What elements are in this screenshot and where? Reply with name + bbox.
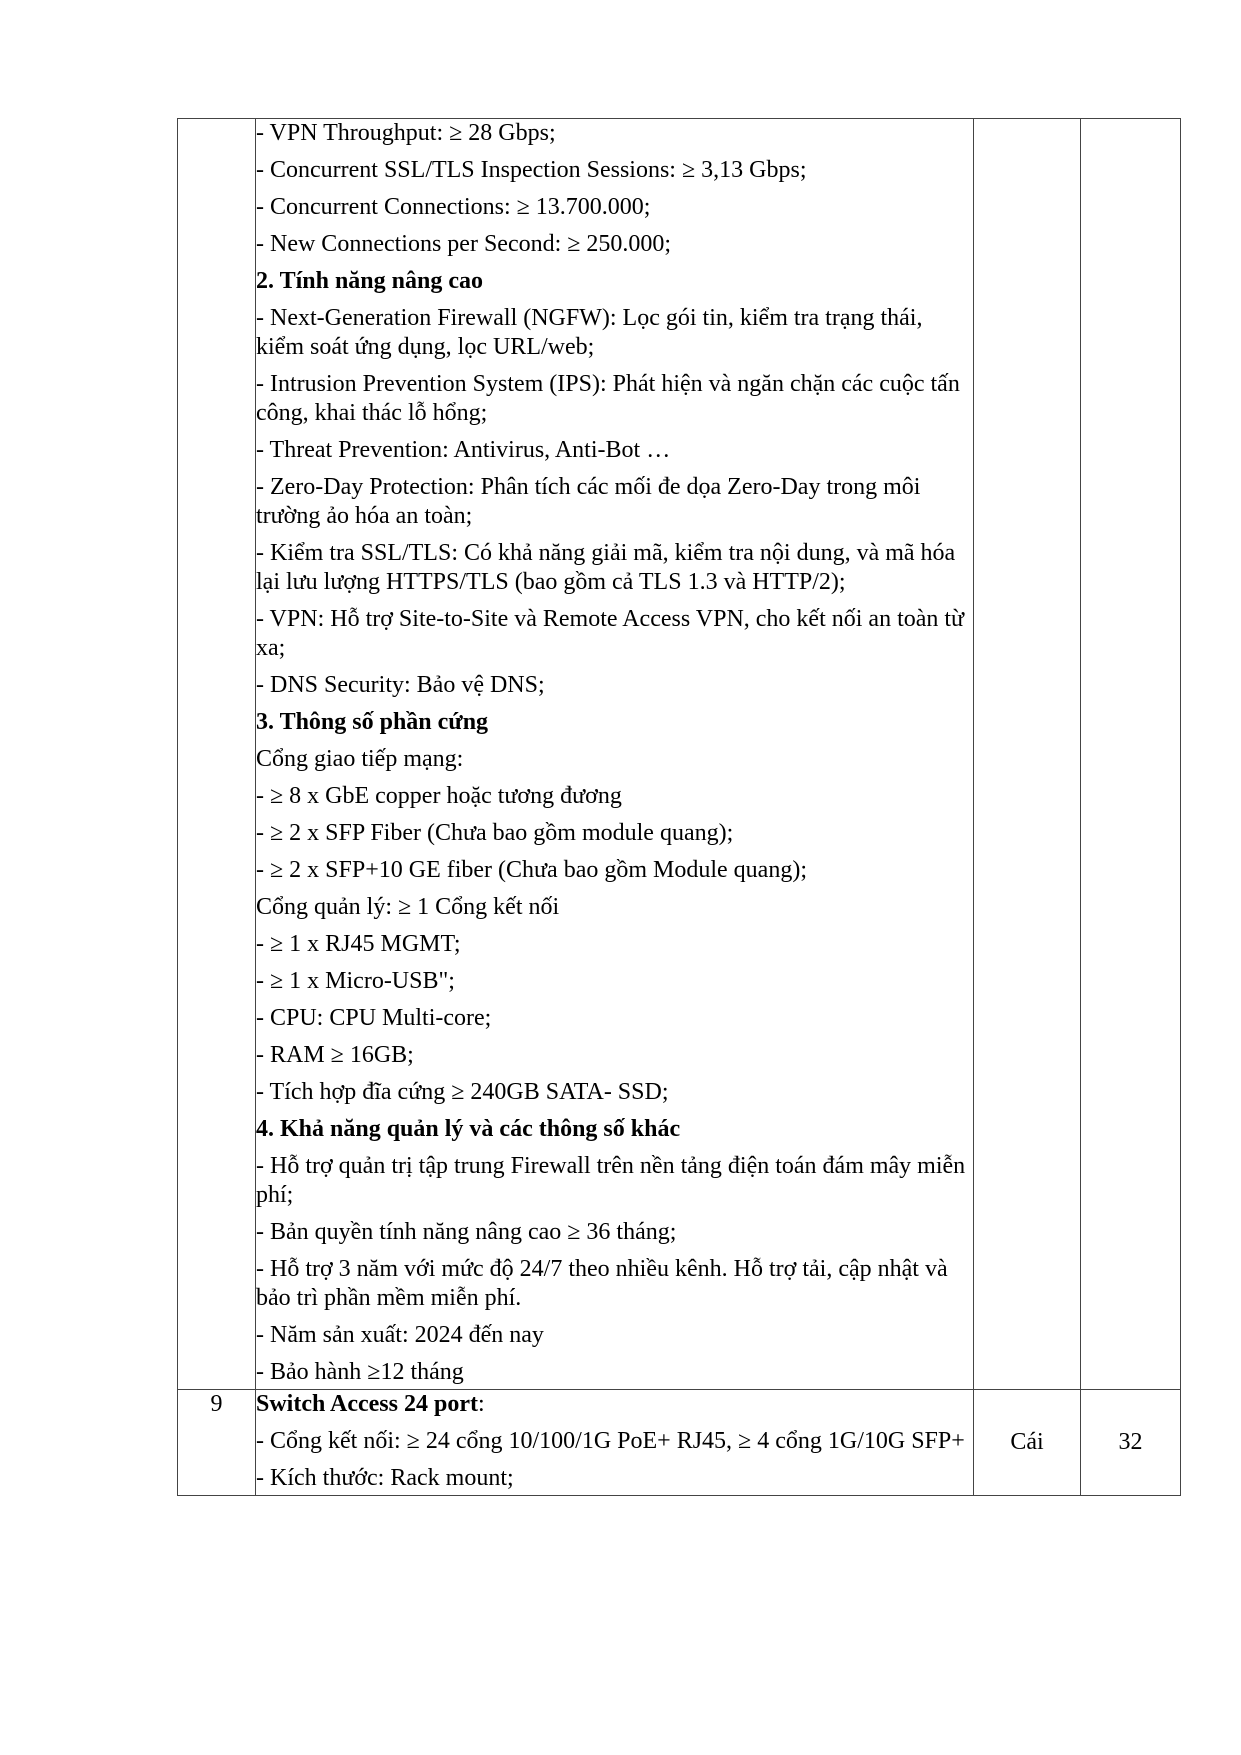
spec-line: - Năm sản xuất: 2024 đến nay (256, 1322, 544, 1348)
spec-line: - Bản quyền tính năng nâng cao ≥ 36 tháng; (256, 1219, 677, 1245)
spec-line: - RAM ≥ 16GB; (256, 1042, 414, 1068)
spec-line: - ≥ 2 x SFP+10 GE fiber (Chưa bao gồm Module quang); (256, 857, 807, 883)
spec-line: - Concurrent SSL/TLS Inspection Sessions: ≥ 3,13 Gbps; (256, 157, 807, 183)
table-row (178, 1390, 1181, 1496)
section-heading: 3. Thông số phần cứng (256, 709, 489, 735)
spec-line: - Concurrent Connections: ≥ 13.700.000; (256, 194, 651, 220)
spec-line: - Bảo hành ≥12 tháng (256, 1359, 464, 1385)
stt-cell (178, 119, 256, 1390)
spec-line: - Kiểm tra SSL/TLS: Có khả năng giải mã, kiểm tra nội dung, và mã hóa lại lưu lượng HTTPS/TLS (bao gồm cả TLS 1.3 và HTTP/2); (256, 540, 956, 595)
quantity-cell: 32 (1081, 1390, 1181, 1496)
item-title-bold: Switch Access 24 port (256, 1391, 478, 1417)
spec-line: - Kích thước: Rack mount; (256, 1465, 514, 1491)
spec-line: - New Connections per Second: ≥ 250.000; (256, 231, 672, 257)
table-row (178, 119, 1181, 1390)
unit-cell (974, 119, 1081, 1390)
spec-line: - Intrusion Prevention System (IPS): Phát hiện và ngăn chặn các cuộc tấn công, khai thác lỗ hổng; (256, 371, 960, 426)
spec-line: - VPN Throughput: ≥ 28 Gbps; (256, 120, 556, 146)
spec-line: - ≥ 2 x SFP Fiber (Chưa bao gồm module quang); (256, 820, 734, 846)
spec-line: - ≥ 8 x GbE copper hoặc tương đương (256, 783, 622, 809)
spec-line: Cổng giao tiếp mạng: (256, 746, 464, 772)
spec-line: - DNS Security: Bảo vệ DNS; (256, 672, 545, 698)
quantity-cell (1081, 119, 1181, 1390)
spec-line: - Threat Prevention: Antivirus, Anti-Bot … (256, 437, 671, 463)
spec-line: - Cổng kết nối: ≥ 24 cổng 10/100/1G PoE+ RJ45, ≥ 4 cổng 1G/10G SFP+ (256, 1428, 965, 1454)
spec-line: - Tích hợp đĩa cứng ≥ 240GB SATA- SSD; (256, 1079, 669, 1105)
description-cell (256, 1390, 974, 1496)
section-heading: 4. Khả năng quản lý và các thông số khác (256, 1116, 681, 1142)
section-heading: 2. Tính năng nâng cao (256, 268, 483, 294)
spec-line: - Next-Generation Firewall (NGFW): Lọc gói tin, kiểm tra trạng thái, kiểm soát ứng dụng, lọc URL/web; (256, 305, 923, 360)
specification-table (177, 118, 1181, 1496)
spec-line: - VPN: Hỗ trợ Site-to-Site và Remote Access VPN, cho kết nối an toàn từ xa; (256, 606, 965, 661)
spec-line: - ≥ 1 x Micro-USB"; (256, 968, 455, 994)
item-title-suffix: : (477, 1391, 485, 1417)
item-title (256, 1390, 973, 1419)
spec-line: - Hỗ trợ 3 năm với mức độ 24/7 theo nhiều kênh. Hỗ trợ tải, cập nhật và bảo trì phần mềm miễn phí. (256, 1256, 948, 1311)
spec-line: - ≥ 1 x RJ45 MGMT; (256, 931, 461, 957)
spec-line: Cổng quản lý: ≥ 1 Cổng kết nối (256, 894, 560, 920)
spec-line: - CPU: CPU Multi-core; (256, 1005, 492, 1031)
unit-cell: Cái (974, 1390, 1081, 1496)
stt-cell: 9 (178, 1390, 256, 1496)
description-cell (256, 119, 974, 1390)
spec-line: - Zero-Day Protection: Phân tích các mối đe dọa Zero-Day trong môi trường ảo hóa an toàn; (256, 474, 921, 529)
spec-line: - Hỗ trợ quản trị tập trung Firewall trên nền tảng điện toán đám mây miễn phí; (256, 1153, 966, 1208)
